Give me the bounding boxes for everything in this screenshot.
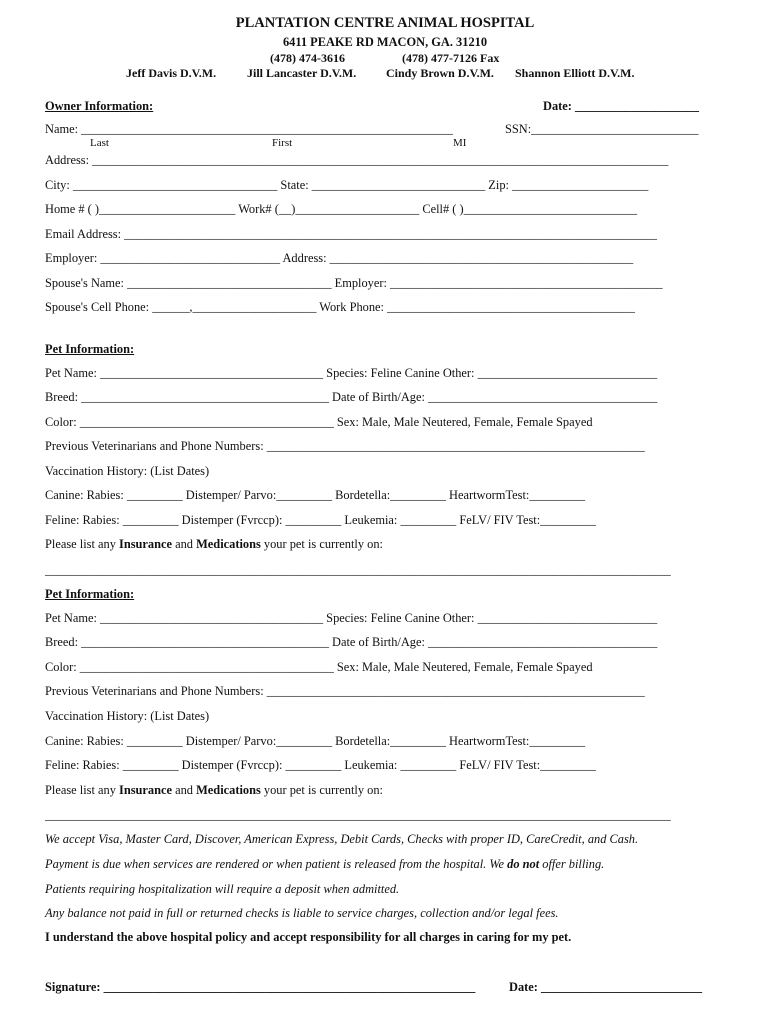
breed-field[interactable]: Breed: ________________________________________ Date of Birth/Age: _____________________________________ — [45, 390, 658, 404]
deposit-policy: Patients requiring hospitalization will require a deposit when admitted. — [45, 882, 400, 896]
phone-numbers-field[interactable]: Home # ( )______________________ Work# (__)____________________ Cell# ( )____________________________ — [45, 202, 638, 216]
pet-name-field[interactable]: Pet Name: ____________________________________ Species: Feline Canine Other: _____________________________ — [45, 611, 658, 625]
vaccination-history-label: Vaccination History: (List Dates) — [45, 464, 210, 478]
insurance-medications-prompt: Please list any Insurance and Medications your pet is currently on: — [45, 783, 383, 797]
employer-field[interactable]: Employer: _____________________________ Address: _________________________________________________ — [45, 251, 634, 265]
color-sex-field[interactable]: Color: _________________________________________ Sex: Male, Male Neutered, Female, Female Spayed — [45, 660, 593, 674]
owner-address-field[interactable]: Address: _____________________________________________________________________________________________ — [45, 153, 669, 167]
name-sub-mi: MI — [453, 137, 467, 149]
pet-section-heading: Pet Information: — [45, 587, 135, 601]
hospital-address: 6411 PEAKE RD MACON, GA. 31210 — [282, 35, 488, 49]
insurance-medications-field[interactable]: _____________________________________________________________________________________________________ — [45, 808, 671, 822]
canine-vaccines-field[interactable]: Canine: Rabies: _________ Distemper/ Parvo:_________ Bordetella:_________ HeartwormTest:_________ — [45, 488, 586, 502]
signature-field[interactable]: Signature: ____________________________________________________________ — [45, 980, 476, 994]
previous-vets-field[interactable]: Previous Veterinarians and Phone Numbers: _____________________________________________________________ — [45, 684, 645, 698]
signature-date-field[interactable]: Date: __________________________ — [509, 980, 703, 994]
pet-section-heading: Pet Information: — [45, 342, 135, 356]
vaccination-history-label: Vaccination History: (List Dates) — [45, 709, 210, 723]
ssn-field[interactable]: SSN:___________________________ — [505, 122, 699, 136]
policy-acknowledgement: I understand the above hospital policy and accept responsibility for all charges in caring for my pet. — [45, 930, 572, 944]
owner-date-field[interactable]: Date: ____________________ — [543, 99, 699, 113]
city-state-zip-field[interactable]: City: _________________________________ State: ____________________________ Zip: ______________________ — [45, 178, 649, 192]
pet-name-field[interactable]: Pet Name: ____________________________________ Species: Feline Canine Other: _____________________________ — [45, 366, 658, 380]
feline-vaccines-field[interactable]: Feline: Rabies: _________ Distemper (Fvrccp): _________ Leukemia: _________ FeLV/ FIV Test:_________ — [45, 513, 596, 527]
owner-name-field[interactable]: Name: ____________________________________________________________ — [45, 122, 453, 136]
doctor-name: Shannon Elliott D.V.M. — [515, 66, 635, 80]
insurance-medications-prompt: Please list any Insurance and Medications your pet is currently on: — [45, 537, 383, 551]
doctor-name: Jill Lancaster D.V.M. — [247, 66, 357, 80]
spouse-name-field[interactable]: Spouse's Name: _________________________________ Employer: ____________________________________________ — [45, 276, 663, 290]
previous-vets-field[interactable]: Previous Veterinarians and Phone Numbers: _____________________________________________________________ — [45, 439, 645, 453]
name-sub-first: First — [272, 137, 293, 149]
owner-section-heading: Owner Information: — [45, 99, 154, 113]
color-sex-field[interactable]: Color: _________________________________________ Sex: Male, Male Neutered, Female, Female Spayed — [45, 415, 593, 429]
balance-policy: Any balance not paid in full or returned checks is liable to service charges, collection and/or legal fees. — [45, 906, 559, 920]
spouse-cell-field[interactable]: Spouse's Cell Phone: ______,____________________ Work Phone: ________________________________________ — [45, 300, 635, 314]
breed-field[interactable]: Breed: ________________________________________ Date of Birth/Age: _____________________________________ — [45, 635, 658, 649]
hospital-fax: (478) 477-7126 Fax — [402, 51, 500, 65]
hospital-phone: (478) 474-3616 — [270, 51, 345, 65]
canine-vaccines-field[interactable]: Canine: Rabies: _________ Distemper/ Parvo:_________ Bordetella:_________ HeartwormTest:_________ — [45, 734, 586, 748]
doctor-name: Jeff Davis D.V.M. — [126, 66, 217, 80]
hospital-name: PLANTATION CENTRE ANIMAL HOSPITAL — [235, 15, 535, 31]
payment-due-policy: Payment is due when services are rendered or when patient is released from the hospital. We do not offer billing. — [45, 857, 605, 871]
payment-methods-policy: We accept Visa, Master Card, Discover, American Express, Debit Cards, Checks with proper ID, CareCredit, and Cash. — [45, 832, 639, 846]
name-sub-last: Last — [90, 137, 109, 149]
insurance-medications-field[interactable]: _____________________________________________________________________________________________________ — [45, 563, 671, 577]
email-field[interactable]: Email Address: ______________________________________________________________________________________ — [45, 227, 657, 241]
feline-vaccines-field[interactable]: Feline: Rabies: _________ Distemper (Fvrccp): _________ Leukemia: _________ FeLV/ FIV Test:_________ — [45, 758, 596, 772]
doctor-name: Cindy Brown D.V.M. — [386, 66, 494, 80]
